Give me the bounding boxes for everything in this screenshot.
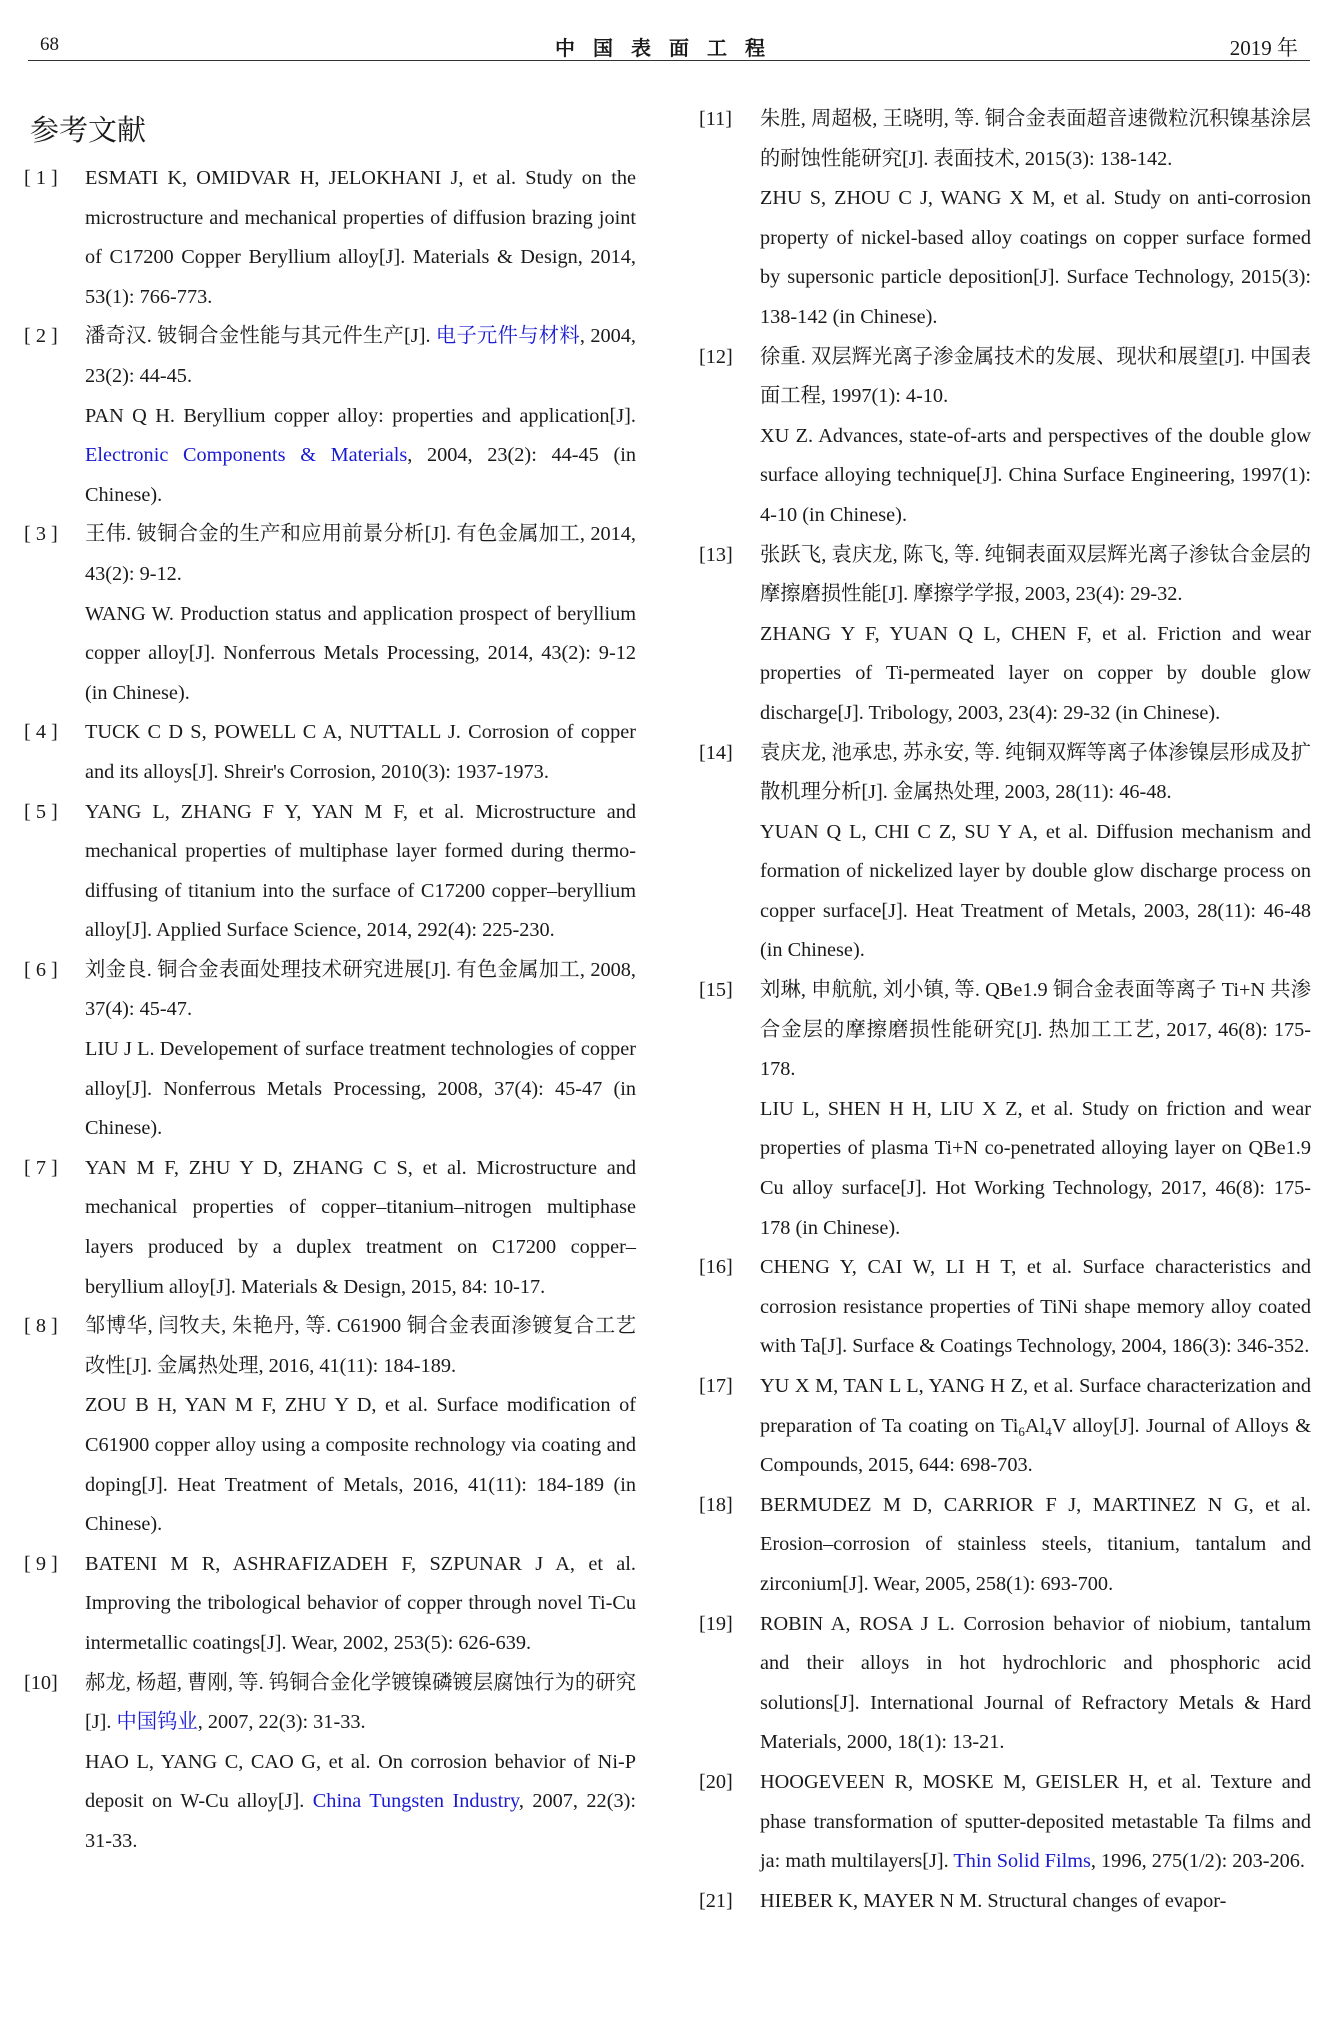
text-segment: BATENI M R, ASHRAFIZADEH F, SZPUNAR J A, et al. Improving the tribological behavior of copper through novel Ti-Cu intermetallic coatings[J]. Wear, 2002, 253(5): 626-639. [85, 1552, 636, 1654]
text-segment: XU Z. Advances, state-of-arts and perspectives of the double glow surface alloying technique[J]. China Surface Engineering, 1997(1): 4-10 (in Chinese). [760, 424, 1311, 526]
reference-number: [14] [699, 741, 733, 764]
reference-item [699, 536, 1311, 734]
text-segment: YUAN Q L, CHI C Z, SU Y A, et al. Diffusion mechanism and formation of nickelized layer by double glow discharge process on copper surface[J]. Heat Treatment of Metals, 2003, 28(11): 46-48 (in Chinese). [760, 820, 1311, 962]
right-column [699, 100, 1311, 1921]
right-reference-list [699, 100, 1311, 1921]
reference-item [699, 1882, 1311, 1922]
reference-item [24, 159, 636, 317]
journal-link[interactable]: 中国钨业 [116, 1711, 198, 1734]
text-segment: HOOGEVEEN R, MOSKE M, GEISLER H, et al. Texture and phase transformation of sputter-deposited metastable Ta films and ja: math multilayers[J]. [760, 1770, 1311, 1873]
reference-number: [18] [699, 1493, 733, 1516]
reference-item [24, 1307, 636, 1545]
journal-link[interactable]: Electronic Components & Materials [85, 444, 408, 467]
reference-item [699, 1763, 1311, 1882]
journal-title: 中国表面工程 [555, 38, 783, 60]
reference-text [85, 951, 636, 1030]
reference-text [85, 1030, 636, 1149]
reference-item [699, 100, 1311, 338]
reference-number: [19] [699, 1612, 733, 1635]
text-segment: CHENG Y, CAI W, LI H T, et al. Surface characteristics and corrosion resistance properties of TiNi shape memory alloy coated with Ta[J]. Surface & Coatings Technology, 2004, 186(3): 346-352. [760, 1256, 1311, 1358]
reference-number: [ 8 ] [24, 1315, 58, 1338]
reference-text [85, 1149, 636, 1307]
text-segment: V alloy[J]. Journal of Alloys & Compounds, 2015, 644: 698-703. [760, 1414, 1311, 1477]
reference-item [24, 713, 636, 792]
text-segment: PAN Q H. Beryllium copper alloy: properties and application[J]. [85, 404, 636, 427]
reference-text [760, 1367, 1311, 1486]
reference-item [699, 1248, 1311, 1367]
reference-number: [ 5 ] [24, 800, 58, 823]
text-segment: 朱胜, 周超极, 王晓明, 等. 铜合金表面超音速微粒沉积镍基涂层的耐蚀性能研究[J]. 表面技术, 2015(3): 138-142. [760, 108, 1311, 170]
reference-item [24, 951, 636, 1149]
text-segment: LIU J L. Developement of surface treatment technologies of copper alloy[J]. Nonferrous Metals Processing, 2008, 37(4): 45-47 (in Chinese). [85, 1038, 636, 1140]
text-segment: 邹博华, 闫牧夫, 朱艳丹, 等. C61900 铜合金表面渗镀复合工艺改性[J]. 金属热处理, 2016, 41(11): 184-189. [85, 1315, 636, 1377]
text-segment: ZHANG Y F, YUAN Q L, CHEN F, et al. Friction and wear properties of Ti-permeated layer on copper by double glow discharge[J]. Tribology, 2003, 23(4): 29-32 (in Chinese). [760, 622, 1311, 724]
reference-number: [ 6 ] [24, 958, 58, 981]
text-segment: 刘琳, 申航航, 刘小镇, 等. QBe1.9 铜合金表面等离子 Ti+N 共渗合金层的摩擦磨损性能研究[J]. 热加工工艺, 2017, 46(8): 175-178. [760, 979, 1311, 1081]
reference-text [760, 536, 1311, 615]
reference-text [85, 1743, 636, 1862]
reference-item [699, 734, 1311, 972]
text-segment: BERMUDEZ M D, CARRIOR F J, MARTINEZ N G, et al. Erosion–corrosion of stainless steels, titanium, tantalum and zirconium[J]. Wear, 2005, 258(1): 693-700. [760, 1493, 1311, 1595]
reference-text [760, 1486, 1311, 1605]
reference-text [760, 338, 1311, 417]
text-segment: 王伟. 铍铜合金的生产和应用前景分析[J]. 有色金属加工, 2014, 43(2): 9-12. [85, 523, 636, 585]
text-segment: , 2007, 22(3): 31-33. [197, 1711, 366, 1734]
running-header [28, 26, 1310, 61]
reference-text [760, 734, 1311, 813]
reference-text [760, 615, 1311, 734]
text-segment: 刘金良. 铜合金表面处理技术研究进展[J]. 有色金属加工, 2008, 37(4): 45-47. [85, 958, 636, 1021]
reference-number: [16] [699, 1256, 733, 1279]
text-segment: ZHU S, ZHOU C J, WANG X M, et al. Study on anti-corrosion property of nickel-based alloy coatings on copper surface formed by supersonic particle deposition[J]. Surface Technology, 2015(3): 138-142 (in Chinese). [760, 187, 1311, 328]
subscript: 4 [1045, 1423, 1052, 1439]
reference-number: [ 1 ] [24, 167, 58, 189]
reference-number: [17] [699, 1375, 733, 1397]
left-reference-list [24, 159, 636, 1862]
reference-text [85, 1307, 636, 1386]
reference-text [85, 1386, 636, 1544]
journal-link[interactable]: China Tungsten Industry [312, 1790, 519, 1813]
text-segment: ROBIN A, ROSA J L. Corrosion behavior of niobium, tantalum and their alloys in hot hydrochloric and phosphoric acid solutions[J]. International Journal of Refractory Metals & Hard Materials, 2000, 18(1): 13-21. [760, 1612, 1311, 1754]
reference-number: [21] [699, 1889, 733, 1912]
text-segment: , 2004, 23(2): 44-45. [85, 325, 636, 387]
text-segment: HIEBER K, MAYER N M. Structural changes of evapor- [760, 1889, 1227, 1912]
section-title: 参考文献 [30, 113, 147, 147]
text-segment: 张跃飞, 袁庆龙, 陈飞, 等. 纯铜表面双层辉光离子渗钛合金层的摩擦磨损性能[J]. 摩擦学学报, 2003, 23(4): 29-32. [760, 543, 1311, 606]
text-segment: HAO L, YANG C, CAO G, et al. On corrosion behavior of Ni-P deposit on W-Cu alloy[J]. [85, 1750, 636, 1813]
reference-text [760, 179, 1311, 337]
reference-text [85, 515, 636, 594]
text-segment: Al [1024, 1414, 1046, 1437]
reference-item [24, 317, 636, 515]
journal-link[interactable]: 电子元件与材料 [435, 325, 580, 348]
reference-item [24, 1545, 636, 1664]
journal-link[interactable]: Thin Solid Films [953, 1850, 1091, 1873]
reference-item [699, 971, 1311, 1248]
text-segment: WANG W. Production status and application prospect of beryllium copper alloy[J]. Nonferrous Metals Processing, 2014, 43(2): 9-12 (in Chinese). [85, 602, 636, 704]
reference-item [24, 1149, 636, 1307]
reference-text [85, 159, 636, 317]
reference-text [85, 317, 636, 396]
reference-text [85, 1664, 636, 1743]
text-segment: ESMATI K, OMIDVAR H, JELOKHANI J, et al. Study on the microstructure and mechanical properties of diffusion brazing joint of C17200 Copper Beryllium alloy[J]. Materials & Design, 2014, 53(1): 766-773. [85, 167, 636, 308]
reference-number: [20] [699, 1770, 733, 1793]
reference-number: [12] [699, 345, 733, 368]
reference-text [760, 1763, 1311, 1882]
text-segment: TUCK C D S, POWELL C A, NUTTALL J. Corrosion of copper and its alloys[J]. Shreir's Corrosion, 2010(3): 1937-1973. [85, 721, 636, 783]
reference-text [85, 595, 636, 714]
reference-text [85, 397, 636, 516]
page-number: 68 [40, 34, 59, 55]
left-column [24, 100, 636, 1862]
text-segment: ZOU B H, YAN M F, ZHU Y D, et al. Surface modification of C61900 copper alloy using a composite rechnology via coating and doping[J]. Heat Treatment of Metals, 2016, 41(11): 184-189 (in Chinese). [85, 1394, 636, 1536]
text-segment: 袁庆龙, 池承忠, 苏永安, 等. 纯铜双辉等离子体渗镍层形成及扩散机理分析[J]. 金属热处理, 2003, 28(11): 46-48. [760, 741, 1311, 804]
reference-item [699, 338, 1311, 536]
reference-item [24, 793, 636, 951]
reference-text [760, 1248, 1311, 1367]
reference-number: [ 7 ] [24, 1156, 58, 1179]
subscript: 6 [1018, 1423, 1025, 1439]
reference-text [760, 1605, 1311, 1763]
reference-item [24, 1664, 636, 1862]
reference-number: [13] [699, 543, 733, 566]
year-label: 2019 年 [1229, 36, 1298, 60]
reference-item [699, 1605, 1311, 1763]
reference-text [85, 793, 636, 951]
reference-text [85, 713, 636, 792]
reference-text [760, 100, 1311, 179]
reference-text [760, 1882, 1311, 1922]
reference-number: [ 2 ] [24, 325, 58, 348]
text-segment: 徐重. 双层辉光离子渗金属技术的发展、现状和展望[J]. 中国表面工程, 1997(1): 4-10. [760, 345, 1311, 408]
text-segment: 郝龙, 杨超, 曹刚, 等. 钨铜合金化学镀镍磷镀层腐蚀行为的研究[J]. [85, 1671, 636, 1734]
text-segment: YANG L, ZHANG F Y, YAN M F, et al. Microstructure and mechanical properties of multiphase layer formed during thermo-diffusing of titanium into the surface of C17200 copper–beryllium alloy[J]. Applied Surface Science, 2014, 292(4): 225-230. [85, 800, 636, 942]
reference-item [699, 1486, 1311, 1605]
text-segment: 潘奇汉. 铍铜合金性能与其元件生产[J]. [85, 325, 436, 348]
reference-text [760, 1090, 1311, 1248]
text-segment: YU X M, TAN L L, YANG H Z, et al. Surface characterization and preparation of Ta coating on Ti [760, 1375, 1311, 1437]
reference-number: [ 3 ] [24, 523, 58, 546]
reference-text [760, 971, 1311, 1090]
reference-text [760, 813, 1311, 971]
text-segment: YAN M F, ZHU Y D, ZHANG C S, et al. Microstructure and mechanical properties of copper–titanium–nitrogen multiphase layers produced by a duplex treatment on C17200 copper–beryllium alloy[J]. Materials & Design, 2015, 84: 10-17. [85, 1156, 636, 1298]
reference-item [699, 1367, 1311, 1486]
reference-text [760, 417, 1311, 536]
reference-number: [10] [24, 1671, 58, 1694]
reference-number: [ 9 ] [24, 1552, 58, 1575]
reference-number: [11] [699, 108, 733, 130]
reference-number: [ 4 ] [24, 721, 58, 744]
text-segment: , 2004, 23(2): 44-45 (in Chinese). [85, 444, 636, 506]
reference-text [85, 1545, 636, 1664]
text-segment: , 1996, 275(1/2): 203-206. [1090, 1850, 1305, 1873]
reference-item [24, 515, 636, 713]
text-segment: LIU L, SHEN H H, LIU X Z, et al. Study on friction and wear properties of plasma Ti+N co-penetrated alloying layer on QBe1.9 Cu alloy surface[J]. Hot Working Technology, 2017, 46(8): 175-178 (in Chinese). [760, 1097, 1311, 1239]
reference-number: [15] [699, 979, 733, 1002]
text-segment: , 2007, 22(3): 31-33. [85, 1790, 636, 1852]
